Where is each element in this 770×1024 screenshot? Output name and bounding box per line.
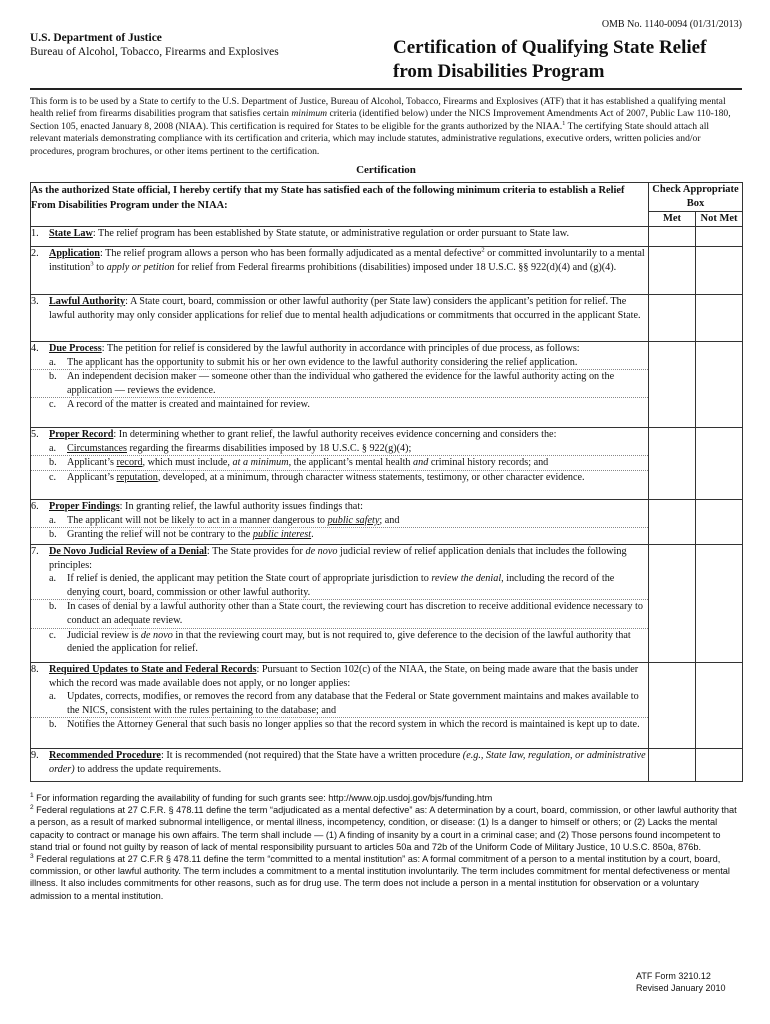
met-checkbox-7[interactable] bbox=[649, 545, 696, 663]
criteria-row-4: 4. Due Process: The petition for relief is considered by the lawful authority in accordance with principles of due process, as follows: a. The applicant has the opportunity to submit his or her own evidence to the lawful authority considering the relief application. b. An independent decision maker — someone other than the individual who gathered the evidence for the lawful authority acting on the application — reviews the evidence. c. A record of the matter is created and maintained for review. bbox=[31, 342, 743, 428]
met-checkbox-6[interactable] bbox=[649, 500, 696, 545]
criteria-row-3: 3. Lawful Authority: A State court, board, commission or other lawful authority (per State law) considers the applicant’s petition for relief. The lawful authority may only consider applications for relief due to mental health adjudications or commitments that occurred in the applicant State. bbox=[31, 295, 743, 342]
form-revised-label: Revised January 2010 bbox=[636, 983, 726, 993]
criteria-row-9: 9. Recommended Procedure: It is recommended (not required) that the State have a written procedure (e.g., State law, regulation, or administrative order) to address the update requirements. bbox=[31, 749, 743, 782]
footnote-3: $^3$ Federal regulations at 27 C.F.R § 478.11 define the term “committed to a mental institution” as: A formal commitment of a person to a mental institution by a court, board, commission, or other lawful authority. The term includes a commitment to a mental institution involuntarily. The term includes commitment for mental defectiveness or mental illness. It also includes commitments for other reasons, such as for drug use. The term does not include a person in a mental institution for observation or a voluntary admission to a mental institution. bbox=[30, 852, 730, 901]
criteria-row-1: 1. State Law: The relief program has been established by State statute, or administrative regulation or order pursuant to State law. bbox=[31, 227, 743, 247]
form-number-label: ATF Form 3210.12 bbox=[636, 971, 711, 981]
not-met-checkbox-6[interactable] bbox=[696, 500, 743, 545]
met-checkbox-4[interactable] bbox=[649, 342, 696, 428]
not-met-checkbox-4[interactable] bbox=[696, 342, 743, 428]
not-met-checkbox-8[interactable] bbox=[696, 663, 743, 749]
footnotes bbox=[30, 792, 742, 902]
form-title-line2: from Disabilities Program bbox=[393, 61, 605, 82]
form-title-line1: Certification of Qualifying State Relief bbox=[393, 37, 707, 58]
not-met-checkbox-2[interactable] bbox=[696, 247, 743, 295]
not-met-checkbox-5[interactable] bbox=[696, 428, 743, 500]
met-checkbox-9[interactable] bbox=[649, 749, 696, 782]
item-title: State Law bbox=[49, 228, 93, 239]
met-checkbox-5[interactable] bbox=[649, 428, 696, 500]
criteria-row-6: 6. Proper Findings: In granting relief, the lawful authority issues findings that: a. The applicant will not be likely to act in a manner dangerous to public safety; and b. Granting the relief will not be contrary to the public interest. bbox=[31, 500, 743, 545]
not-met-checkbox-3[interactable] bbox=[696, 295, 743, 342]
certification-lead: As the authorized State official, I hereby certify that my State has satisfied each of the following minimum criteria to establish a Relief From Disabilities Program under the NIAA: bbox=[31, 183, 649, 227]
intro-paragraph: This form is to be used by a State to certify to the U.S. Department of Justice, Bureau of Alcohol, Tobacco, Firearms and Explosives (ATF) that it has established a qualifying mental health relief from firearms disabilities program that satisfies certain minimum criteria (identified below) under the NICS Improvement Amendments Act of 2007, Public Law 110-180, Section 105, enacted January 8, 2008 (NIAA). This certification is required for States to be eligible for the grants authorized by the NIAA.$^1$ The certifying State should attach all relevant materials demonstrating compliance with its certification and criteria, which may include statutes, administrative regulations, executive orders, written policies and/or procedures, program brochures, or other items pertinent to the certification. bbox=[30, 96, 731, 157]
met-checkbox-3[interactable] bbox=[649, 295, 696, 342]
criteria-row-8: 8. Required Updates to State and Federal Records: Pursuant to Section 102(c) of the NIAA, the State, on being made aware that the basis under which the record was made available does not apply, or no longer applies: a. Updates, corrects, modifies, or removes the record from any database that the Federal or State government maintains and makes available to the NICS, consistent with the rules pertaining to the database; and b. Notifies the Attorney General that such basis no longer applies so that the record system in which the record is maintained is kept up to date. bbox=[31, 663, 743, 749]
certification-heading: Certification bbox=[356, 164, 416, 176]
not-met-checkbox-7[interactable] bbox=[696, 545, 743, 663]
met-checkbox-1[interactable] bbox=[649, 227, 696, 247]
omb-number: OMB No. 1140-0094 (01/31/2013) bbox=[601, 19, 742, 30]
form-title bbox=[393, 36, 753, 84]
certification-table bbox=[30, 182, 743, 782]
not-met-checkbox-9[interactable] bbox=[696, 749, 743, 782]
met-checkbox-8[interactable] bbox=[649, 663, 696, 749]
check-header: Check Appropriate Box bbox=[649, 183, 743, 212]
criteria-row-2: 2. Application: The relief program allows a person who has been formally adjudicated as a mental defective$^2$ or committed involuntarily to a mental institution$^3$ to apply or petition for relief from Federal firearms prohibitions (disabilities) imposed under 18 U.S.C. §§ 922(d)(4) and (g)(4). bbox=[31, 247, 743, 295]
bureau-name: Bureau of Alcohol, Tobacco, Firearms and Explosives bbox=[30, 46, 279, 58]
footnote-1: $^1$ For information regarding the availability of funding for such grants see: http://www.ojp.usdoj.gov/bjs/funding.htm bbox=[30, 791, 493, 803]
form-number bbox=[636, 970, 726, 994]
header-divider bbox=[30, 88, 742, 90]
met-checkbox-2[interactable] bbox=[649, 247, 696, 295]
not-met-header: Not Met bbox=[696, 212, 743, 227]
criteria-row-7: 7. De Novo Judicial Review of a Denial: The State provides for de novo judicial review of relief application denials that includes the following principles: a. If relief is denied, the applicant may petition the State court of appropriate jurisdiction to review the denial, including the record of the denying court, board, commission or other lawful authority. b. In cases of denial by a lawful authority other than a State court, the reviewing court has discretion to receive additional evidence necessary to conduct an adequate review. c. Judicial review is de novo in that the reviewing court may, but is not required to, give deference to the decision of the lawful authority that denied the application for relief. bbox=[31, 545, 743, 663]
department-name: U.S. Department of Justice bbox=[30, 32, 162, 44]
met-header: Met bbox=[649, 212, 696, 227]
criteria-row-5: 5. Proper Record: In determining whether to grant relief, the lawful authority receives evidence concerning and considers the: a. Circumstances regarding the firearms disabilities imposed by 18 U.S.C. § 922(g)(4); b. Applicant’s record, which must include, at a minimum, the applicant’s mental health and criminal history records; and c. Applicant’s reputation, developed, at a minimum, through character witness statements, testimony, or other character evidence. bbox=[31, 428, 743, 500]
footnote-2: $^2$ Federal regulations at 27 C.F.R. § 478.11 define the term “adjudicated as a mental defective” as: A determination by a court, board, commission, or other lawful authority that a person, as a result of marked subnormal intelligence, or mental illness, incompetency, condition, or disease: (1) Is a danger to himself or others; or (2) Lacks the mental capacity to contract or manage his own affairs. The term shall include — (1) A finding of insanity by a court in a criminal case; and (2) Those persons found incompetent to stand trial or found not guilty by reason of lack of mental responsibility pursuant to articles 50a and 72b of the Uniform Code of Military Justice, 10 U.S.C. 850a, 876b. bbox=[30, 804, 737, 852]
not-met-checkbox-1[interactable] bbox=[696, 227, 743, 247]
